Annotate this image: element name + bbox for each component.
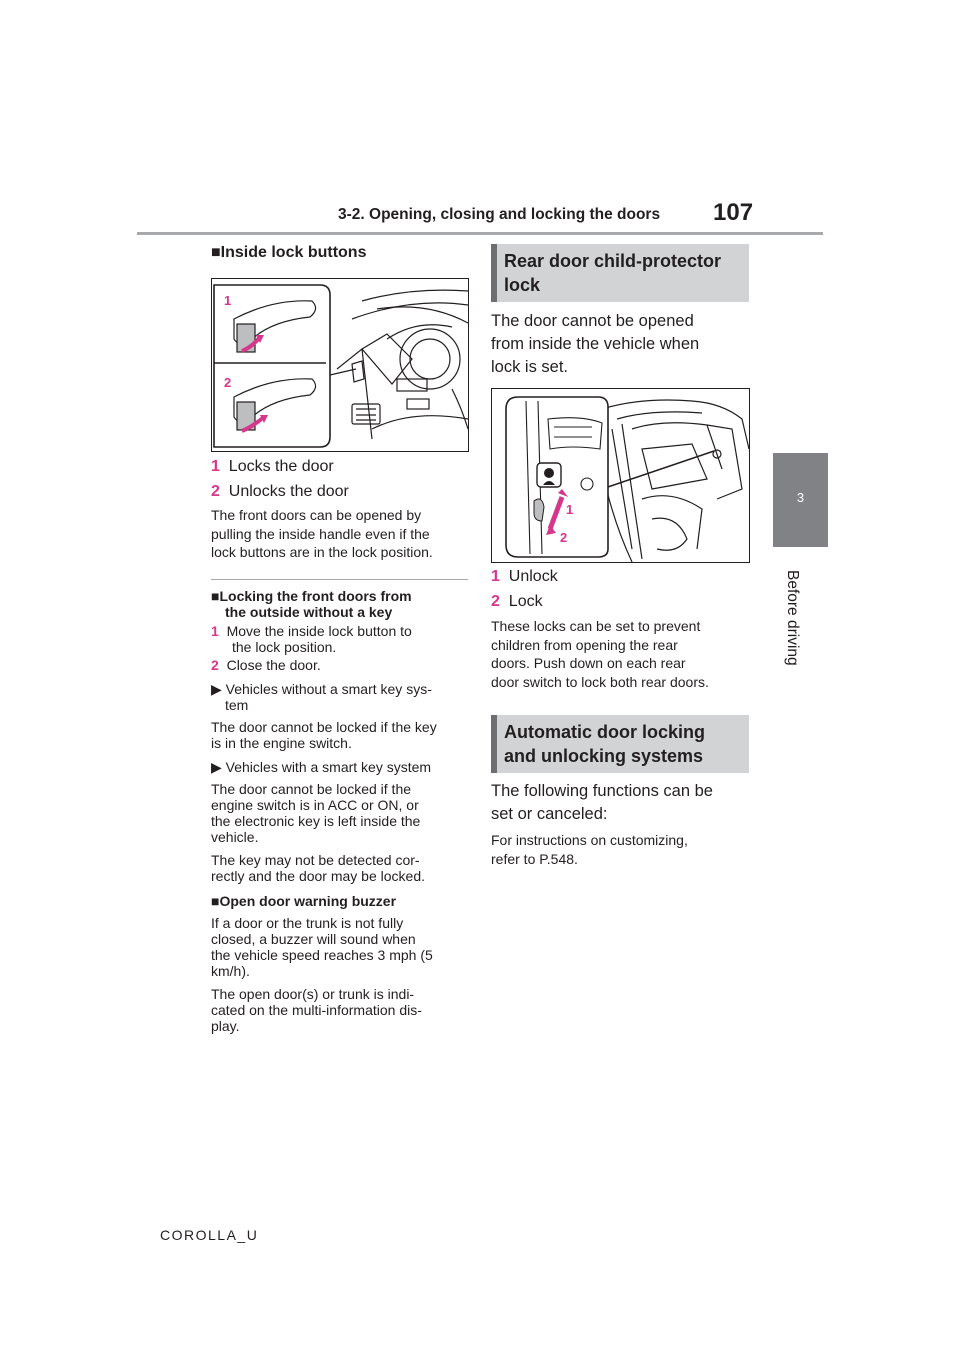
buzzer-heading: ■Open door warning buzzer (211, 893, 397, 909)
step-2: 2 Unlocks the door (211, 483, 349, 500)
no-smart-key-text: The door cannot be locked if the key is in the engine switch. (211, 719, 437, 751)
figure-label-2: 2 (224, 375, 232, 390)
inside-lock-figure (211, 278, 469, 452)
step-1: 1 Locks the door (211, 458, 334, 475)
header-rule (137, 232, 823, 235)
auto-lock-note: For instructions on customizing, refer to P.548. (491, 832, 688, 867)
inside-lock-heading: ■Inside lock buttons (211, 244, 367, 261)
figure-label-1: 1 (224, 293, 232, 308)
child-protector-figure (491, 388, 750, 563)
smart-key-text-2: The key may not be detected cor- rectly and the door may be locked. (211, 852, 426, 884)
figure-label-2: 2 (560, 530, 568, 545)
triangle-bullet-icon: ▶ (211, 759, 222, 775)
page-number: 107 (713, 199, 754, 226)
divider (211, 579, 468, 580)
square-bullet-icon: ■ (211, 588, 220, 604)
inside-lock-note: The front doors can be opened by pulling the inside handle even if the lock buttons are in the lock position. (211, 507, 433, 560)
rear-step-2: 2 Lock (491, 593, 543, 610)
bullet-smart-key: ▶ Vehicles with a smart key system (211, 759, 432, 775)
child-protector-note: These locks can be set to prevent children from opening the rear doors. Push down on each rear door switch to lock both rear doors. (491, 618, 709, 690)
child-protector-banner: Rear door child-protector lock (491, 244, 749, 302)
sub-step-2: 2 Close the door. (211, 657, 321, 673)
smart-key-text: The door cannot be locked if the engine switch is in ACC or ON, or the electronic key is left inside the vehicle. (211, 781, 421, 845)
auto-lock-banner: Automatic door locking and unlocking systems (491, 715, 749, 773)
rear-step-1: 1 Unlock (491, 568, 558, 585)
triangle-bullet-icon: ▶ (211, 681, 222, 697)
chapter-number: 3 (796, 490, 805, 505)
child-protector-intro: The door cannot be opened from inside the vehicle when lock is set. (491, 312, 700, 376)
square-bullet-icon: ■ (211, 244, 221, 261)
dashboard-door-illustration (212, 279, 468, 451)
sub-step-1: 1 Move the inside lock button to the lock position. (211, 623, 412, 655)
locking-outside-heading: ■Locking the front doors from the outside without a key (211, 588, 412, 620)
figure-label-1: 1 (566, 502, 574, 517)
auto-lock-text: The following functions can be set or canceled: (491, 782, 713, 823)
rear-door-illustration (492, 389, 749, 562)
bullet-no-smart-key: ▶ Vehicles without a smart key sys- tem (211, 681, 432, 713)
chapter-label: Before driving (784, 570, 801, 666)
section-title: 3-2. Opening, closing and locking the doors (338, 206, 661, 223)
buzzer-text-2: The open door(s) or trunk is indi- cated on the multi-information dis- play. (211, 986, 422, 1034)
buzzer-text: If a door or the trunk is not fully closed, a buzzer will sound when the vehicle speed reaches 3 mph (5 km/h). (211, 915, 433, 979)
square-bullet-icon: ■ (211, 893, 220, 909)
model-footer: COROLLA_U (160, 1227, 259, 1243)
